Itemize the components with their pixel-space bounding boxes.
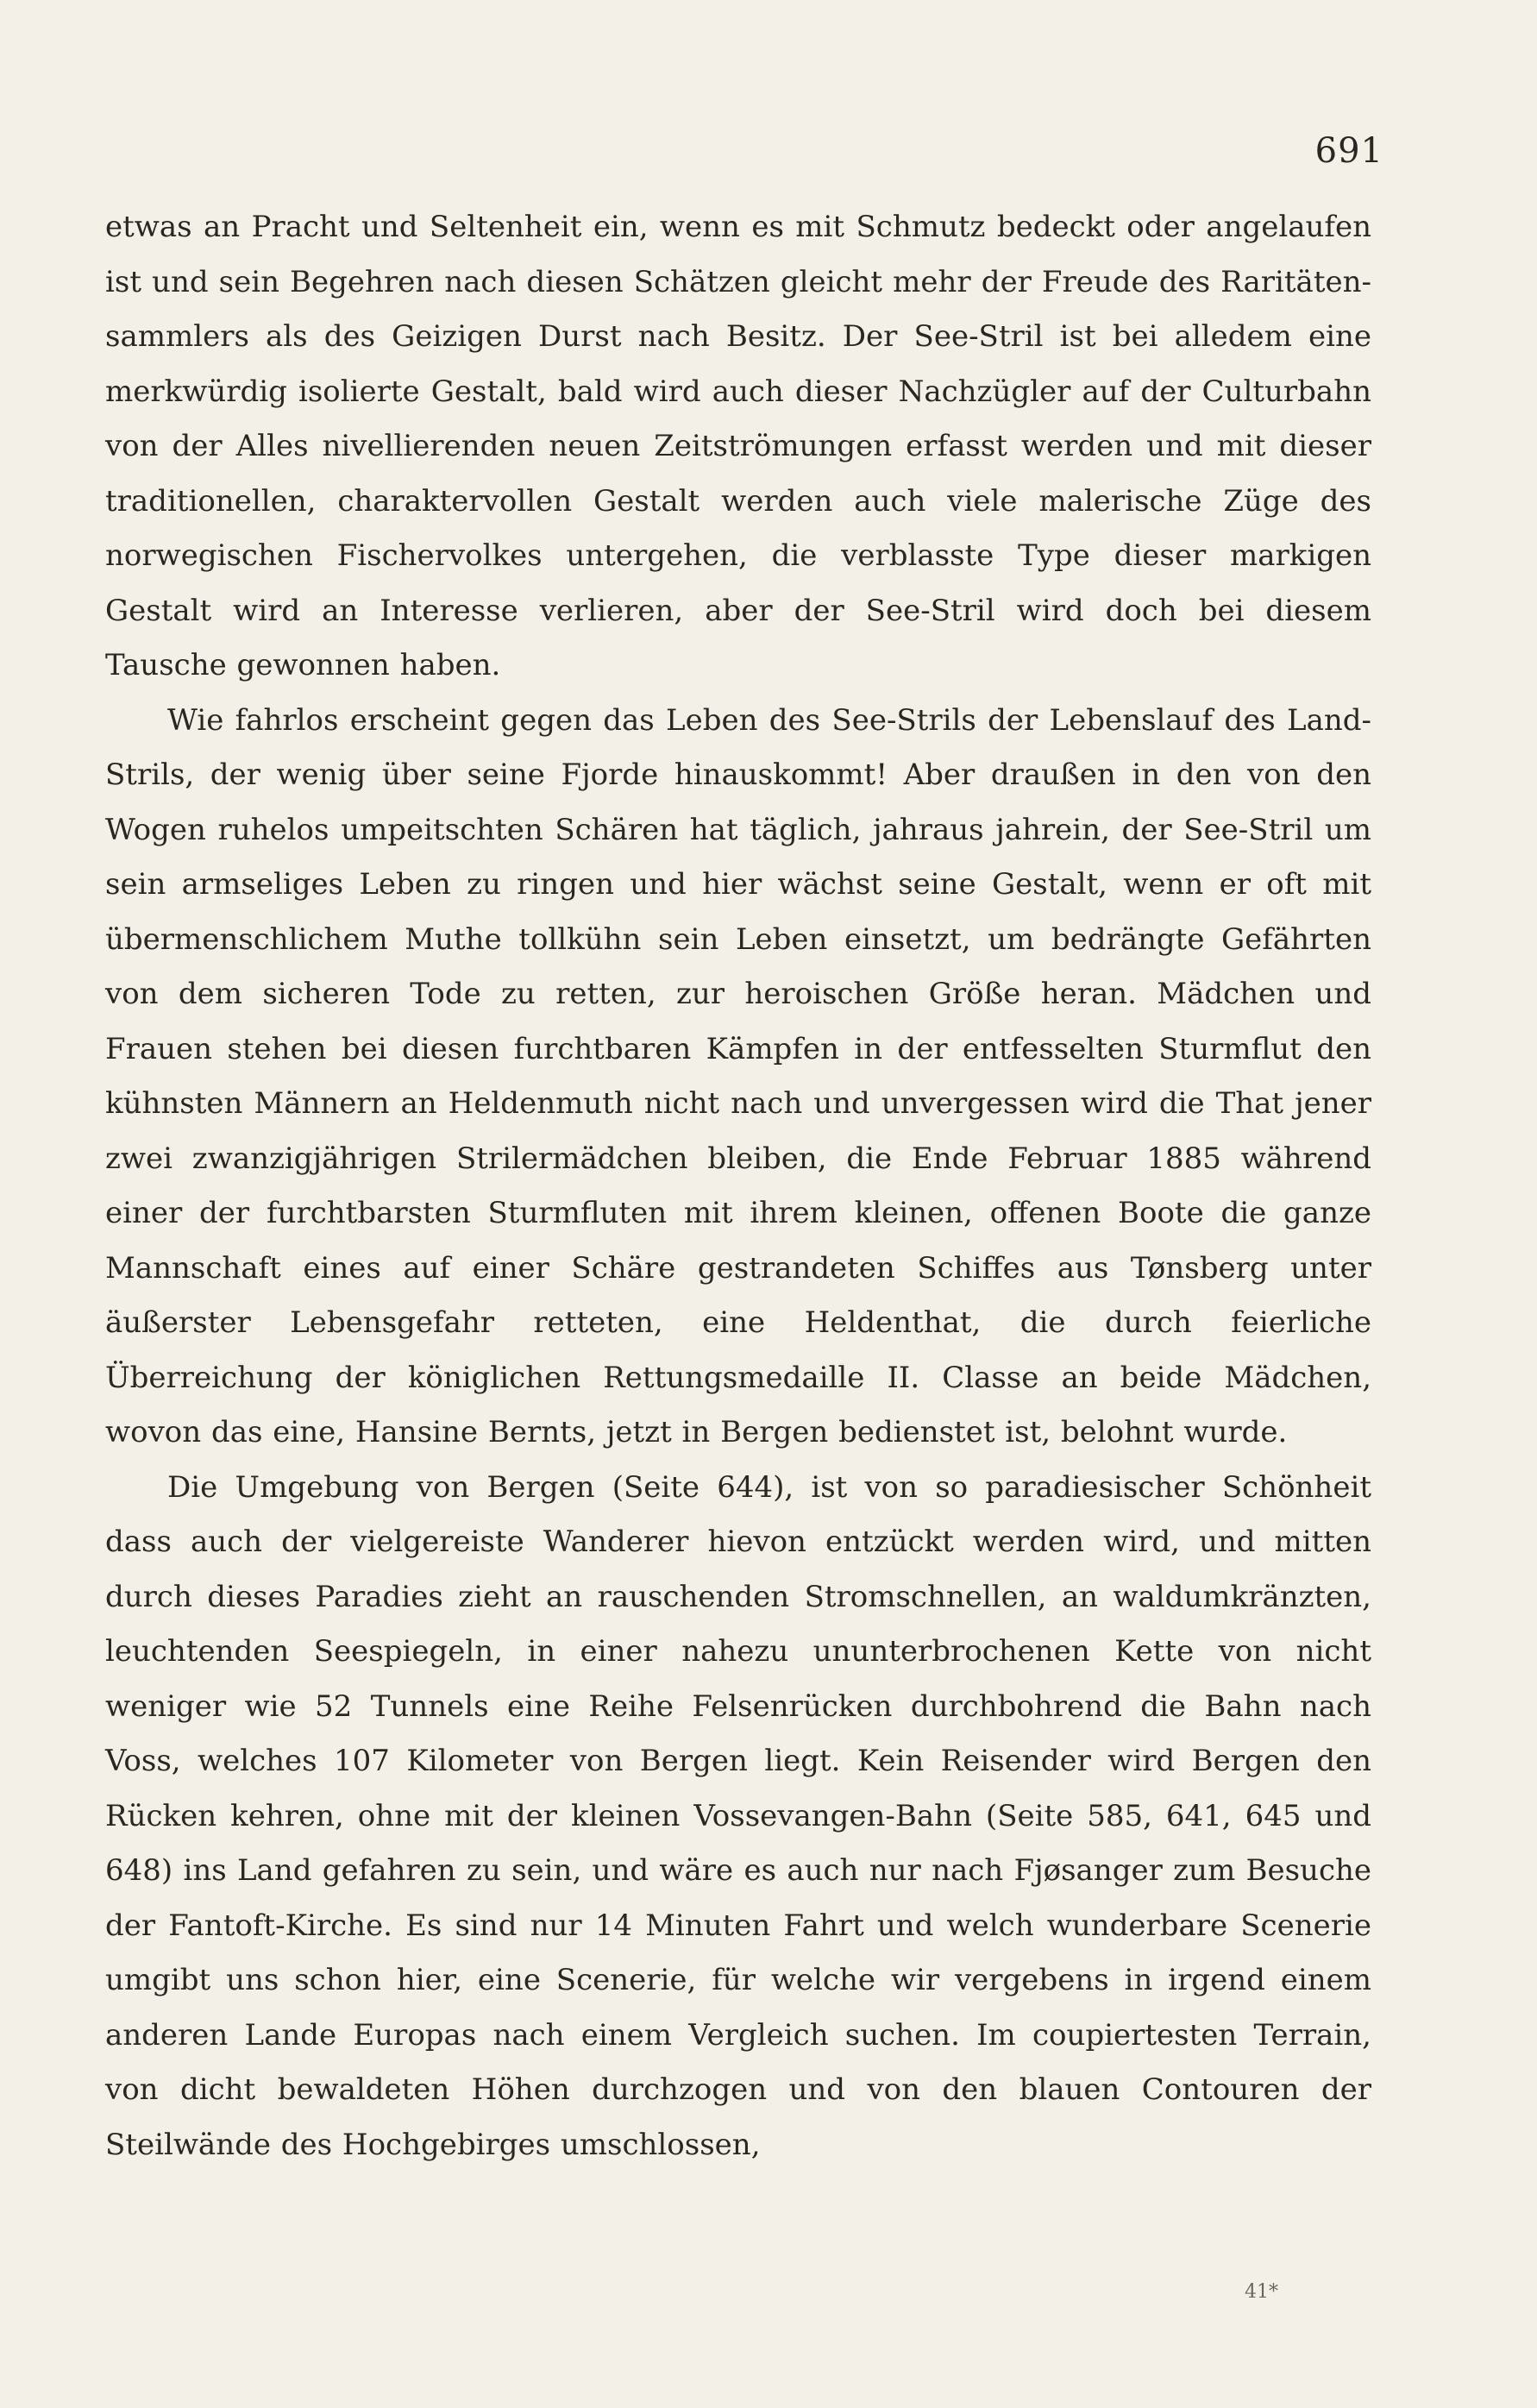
paragraph-lebenslauf: Wie fahrlos erscheint gegen das Leben des See-Strils der Lebenslauf des Land-Strils, der wenig über seine Fjorde hinauskommt! Aber draußen in den von den Wogen ruhelos umpeitschten Schären hat täglich, jahraus jahrein, der See-Stril um sein armseliges Leben zu ringen und hier wächst seine Gestalt, wenn er oft mit übermenschlichem Muthe tollkühn sein Leben einsetzt, um bedrängte Gefährten von dem sicheren Tode zu retten, zur heroischen Größe heran. Mädchen und Frauen stehen bei diesen furchtbaren Kämpfen in der entfesselten Sturmflut den kühnsten Männern an Heldenmuth nicht nach und unvergessen wird die That jener zwei zwanzigjährigen Strilermädchen bleiben, die Ende Februar 1885 während einer der furchtbarsten Sturmfluten mit ihrem kleinen, offenen Boote die ganze Mannschaft eines auf einer Schäre gestrandeten Schiffes aus Tønsberg unter äußerster Lebensgefahr retteten, eine Heldenthat, die durch feierliche Überreichung der königlichen Rettungsmedaille II. Classe an beide Mädchen, wovon das eine, Hansine Bernts, jetzt in Bergen bedienstet ist, belohnt wurde. <box>105 702 1371 1449</box>
page-number: 691 <box>1314 131 1383 171</box>
paragraph-umgebung-bergen: Die Umgebung von Bergen (Seite 644), ist von so paradiesischer Schönheit dass auch der vielgereiste Wanderer hievon entzückt werden wird, und mitten durch dieses Paradies zieht an rauschenden Stromschnellen, an waldumkränzten, leuchtenden Seespiegeln, in einer nahezu ununterbrochenen Kette von nicht weniger wie 52 Tunnels eine Reihe Felsenrücken durchbohrend die Bahn nach Voss, welches 107 Kilometer von Bergen liegt. Kein Reisender wird Bergen den Rücken kehren, ohne mit der kleinen Vossevangen-Bahn (Seite 585, 641, 645 und 648) ins Land gefahren zu sein, und wäre es auch nur nach Fjøsanger zum Besuche der Fantoft-Kirche. Es sind nur 14 Minuten Fahrt und welch wunderbare Scenerie umgibt uns schon hier, eine Scenerie, für welche wir vergebens in irgend einem anderen Lande Europas nach einem Vergleich suchen. Im coupiertesten Terrain, von dicht bewaldeten Höhen durchzogen und von den blauen Contouren der Steilwände des Hochgebirges umschlossen, <box>105 1469 1371 2162</box>
body-text <box>105 200 1371 2172</box>
signature-mark: 41* <box>1245 2281 1278 2303</box>
paragraph-see-stril: etwas an Pracht und Seltenheit ein, wenn es mit Schmutz bedeckt oder angelaufen ist und sein Begehren nach diesen Schätzen gleicht mehr der Freude des Raritäten-sammlers als des Geizigen Durst nach Besitz. Der See-Stril ist bei alledem eine merkwürdig isolierte Gestalt, bald wird auch dieser Nachzügler auf der Culturbahn von der Alles nivellierenden neuen Zeitströmungen erfasst werden und mit dieser traditionellen, charaktervollen Gestalt werden auch viele malerische Züge des norwegischen Fischervolkes untergehen, die verblasste Type dieser markigen Gestalt wird an Interesse verlieren, aber der See-Stril wird doch bei diesem Tausche gewonnen haben. <box>105 210 1371 682</box>
